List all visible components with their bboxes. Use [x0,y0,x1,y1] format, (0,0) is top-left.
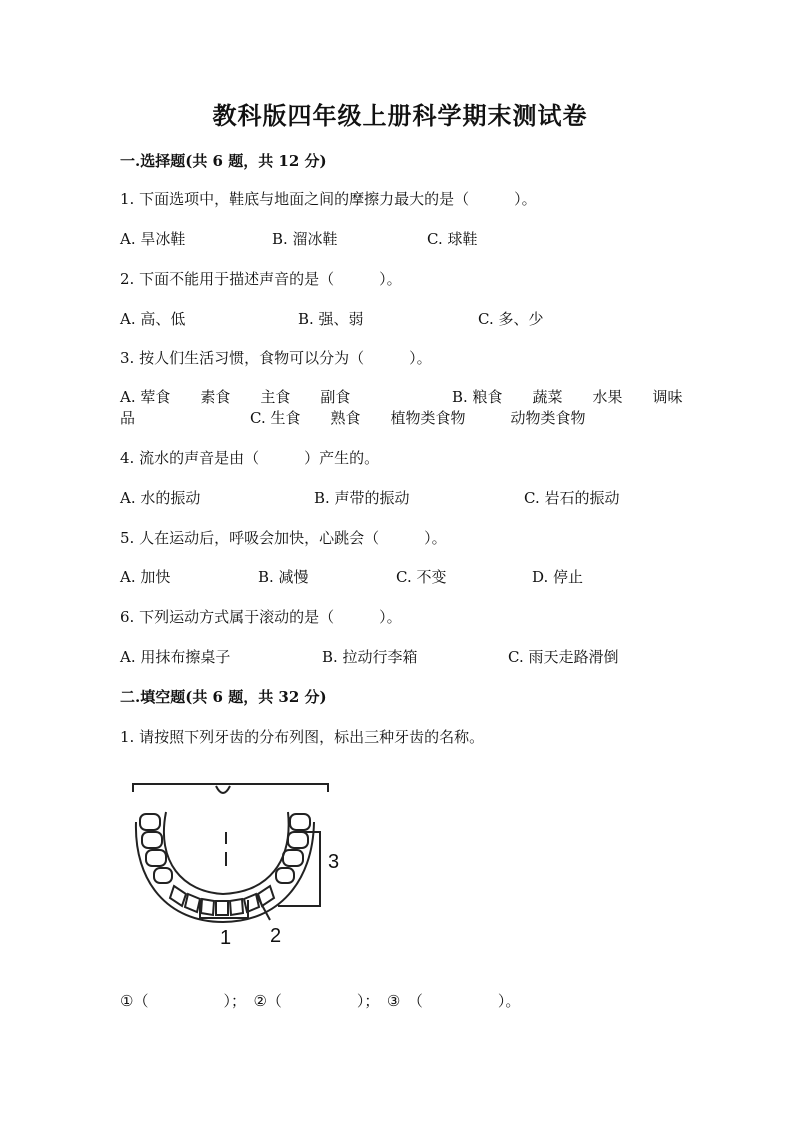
teeth-diagram [128,782,360,950]
q5-option-d: D. 停止 [532,568,584,586]
q2-option-c: C. 多、少 [478,310,544,328]
figure-label-1: 1 [220,927,232,949]
q2-option-b: B. 强、弱 [298,310,364,328]
section-fill-heading: 二.填空题(共 6 题，共 32 分) [120,688,327,706]
question-4: 4. 流水的声音是由（ ）产生的。 [120,449,380,467]
figure-label-2: 2 [270,925,282,947]
q1-option-a: A. 旱冰鞋 [120,230,186,248]
question-6: 6. 下列运动方式属于滚动的是（ ）。 [120,608,402,626]
right-molars [276,814,310,883]
q5-option-a: A. 加快 [120,568,171,586]
q3-option-b: B. 粮食 蔬菜 水果 调味 [452,388,683,406]
q4-option-a: A. 水的振动 [120,489,201,507]
question-1: 1. 下面选项中，鞋底与地面之间的摩擦力最大的是（ ）。 [120,190,537,208]
q1-option-b: B. 溜冰鞋 [272,230,338,248]
q5-option-b: B. 减慢 [258,568,309,586]
section-choice-heading: 一.选择题(共 6 题，共 12 分) [120,152,327,170]
fill-question-1-answer-blanks: ①（ ）； ②（ ）； ③ （ ）。 [120,992,521,1010]
exam-title: 教科版四年级上册科学期末测试卷 [212,101,588,130]
q6-option-b: B. 拉动行李箱 [322,648,418,666]
q2-option-a: A. 高、低 [120,310,186,328]
question-2: 2. 下面不能用于描述声音的是（ ）。 [120,270,402,288]
q6-option-a: A. 用抹布擦桌子 [120,648,231,666]
q6-option-c: C. 雨天走路滑倒 [508,648,619,666]
palate-outline [133,784,328,792]
question-5: 5. 人在运动后，呼吸会加快，心跳会（ ）。 [120,529,447,547]
q3-option-a: A. 荤食 素食 主食 副食 [120,388,351,406]
q4-option-b: B. 声带的振动 [314,489,410,507]
q3-option-c: C. 生食 熟食 植物类食物 动物类食物 [250,409,586,427]
q4-option-c: C. 岩石的振动 [524,489,620,507]
fill-question-1: 1. 请按照下列牙齿的分布列图，标出三种牙齿的名称。 [120,728,485,746]
figure-label-3: 3 [328,851,340,873]
uvula-shape [216,786,230,793]
q5-option-c: C. 不变 [396,568,447,586]
question-3: 3. 按人们生活习惯，食物可以分为（ ）。 [120,349,432,367]
q3-option-b-continued: 品 [120,409,136,427]
q1-option-c: C. 球鞋 [427,230,478,248]
